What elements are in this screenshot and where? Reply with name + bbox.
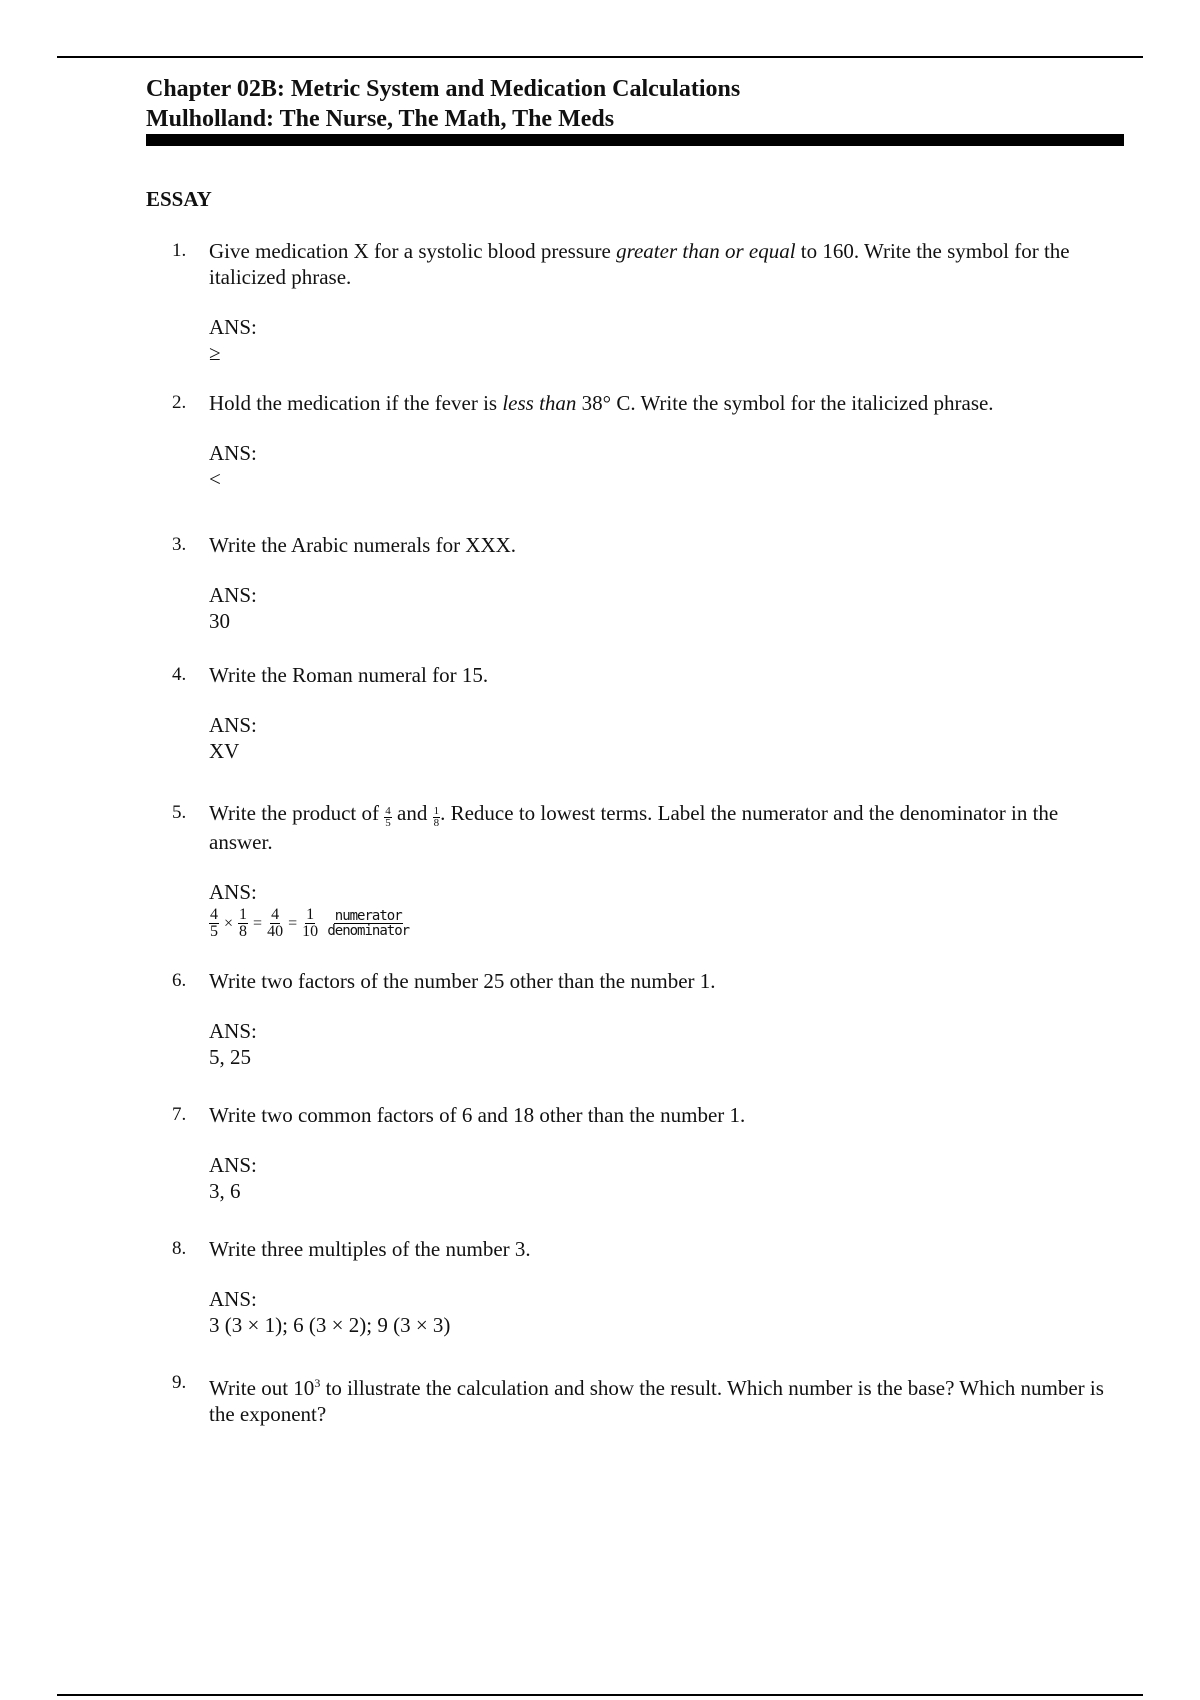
- question-number: 6.: [172, 970, 187, 991]
- question-number: 1.: [172, 240, 187, 261]
- answer-equation: [209, 907, 1126, 940]
- question-text: Write out $10^3$ to illustrate the calculation and show the result. Which number is the base? Which number is the exponent?: [209, 1376, 1104, 1426]
- top-rule: [57, 56, 1143, 58]
- answer-label: ANS:: [209, 1153, 257, 1177]
- question-number: 3.: [172, 534, 187, 555]
- section-heading: ESSAY: [146, 187, 212, 211]
- answer-value: 3 (3 × 1); 6 (3 × 2); 9 (3 × 3): [209, 1313, 451, 1337]
- document-header: [146, 74, 740, 134]
- question-5: [146, 800, 1126, 940]
- bottom-rule: [57, 1694, 1143, 1696]
- header-divider: [146, 134, 1124, 146]
- fraction-label: $\frac{\text{numerator}}{\text{denominator}}$: [327, 908, 410, 939]
- italic-phrase: greater than or equal: [616, 239, 796, 263]
- answer-value: <: [209, 467, 221, 491]
- question-number: 7.: [172, 1104, 187, 1125]
- answer-value: 30: [209, 609, 230, 633]
- italic-phrase: less than: [502, 391, 577, 415]
- equals-sign: =: [253, 914, 263, 932]
- answer-label: ANS:: [209, 1287, 257, 1311]
- question-text: Write the product of $\frac{4}{5}$ and $\frac{1}{8}$ . Reduce to lowest terms. Label the numerator and the denominator in the answer.: [209, 801, 1059, 854]
- answer-value: ≥: [209, 341, 221, 365]
- answer-label: ANS:: [209, 441, 257, 465]
- answer-label: ANS:: [209, 583, 257, 607]
- question-number: 9.: [172, 1372, 187, 1393]
- answer-value: XV: [209, 739, 240, 763]
- equals-sign: =: [288, 914, 298, 932]
- question-9: [146, 1370, 1126, 1427]
- question-number: 8.: [172, 1238, 187, 1259]
- answer-value: 5, 25: [209, 1045, 251, 1069]
- fraction: $\frac{4}{5}$: [210, 906, 218, 940]
- question-text: Write two factors of the number 25 other than the number 1.: [209, 969, 716, 993]
- question-text: Write three multiples of the number 3.: [209, 1237, 531, 1261]
- exponent: 3: [314, 1376, 321, 1390]
- question-text: Write the Roman numeral for 15.: [209, 663, 489, 687]
- question-text: Write two common factors of 6 and 18 other than the number 1.: [209, 1103, 746, 1127]
- question-text: Give medication X for a systolic blood pressure greater than or equal to 160. Write the symbol for the italicized phrase.: [209, 239, 1070, 289]
- fraction: $\frac{1}{8}$: [239, 906, 248, 940]
- question-4: [146, 662, 1126, 764]
- fraction: $\frac{1}{10}$: [302, 906, 319, 940]
- question-number: 2.: [172, 392, 187, 413]
- question-8: [146, 1236, 1126, 1338]
- answer-label: ANS:: [209, 713, 257, 737]
- fraction-1-8: $\frac{1}{8}$: [433, 805, 440, 829]
- fraction-4-5: $\frac{4}{5}$: [385, 805, 391, 829]
- question-text: Hold the medication if the fever is less than 38° C. Write the symbol for the italicized phrase.: [209, 391, 994, 415]
- question-list: [146, 238, 1126, 1427]
- question-1: [146, 238, 1126, 366]
- fraction: $\frac{4}{40}$: [267, 906, 284, 940]
- question-number: 4.: [172, 664, 187, 685]
- question-number: 5.: [172, 802, 187, 823]
- answer-label: ANS:: [209, 1019, 257, 1043]
- answer-label: ANS:: [209, 315, 257, 339]
- question-6: [146, 968, 1126, 1070]
- answer-label: ANS:: [209, 880, 257, 904]
- times-sign: ×: [224, 914, 234, 932]
- question-3: [146, 532, 1126, 634]
- book-title: Mulholland: The Nurse, The Math, The Meds: [146, 106, 615, 132]
- answer-value: 3, 6: [209, 1179, 241, 1203]
- question-text: Write the Arabic numerals for XXX.: [209, 533, 517, 557]
- chapter-title: Chapter 02B: Metric System and Medication Calculations: [146, 76, 741, 102]
- question-2: [146, 390, 1126, 492]
- question-7: [146, 1102, 1126, 1204]
